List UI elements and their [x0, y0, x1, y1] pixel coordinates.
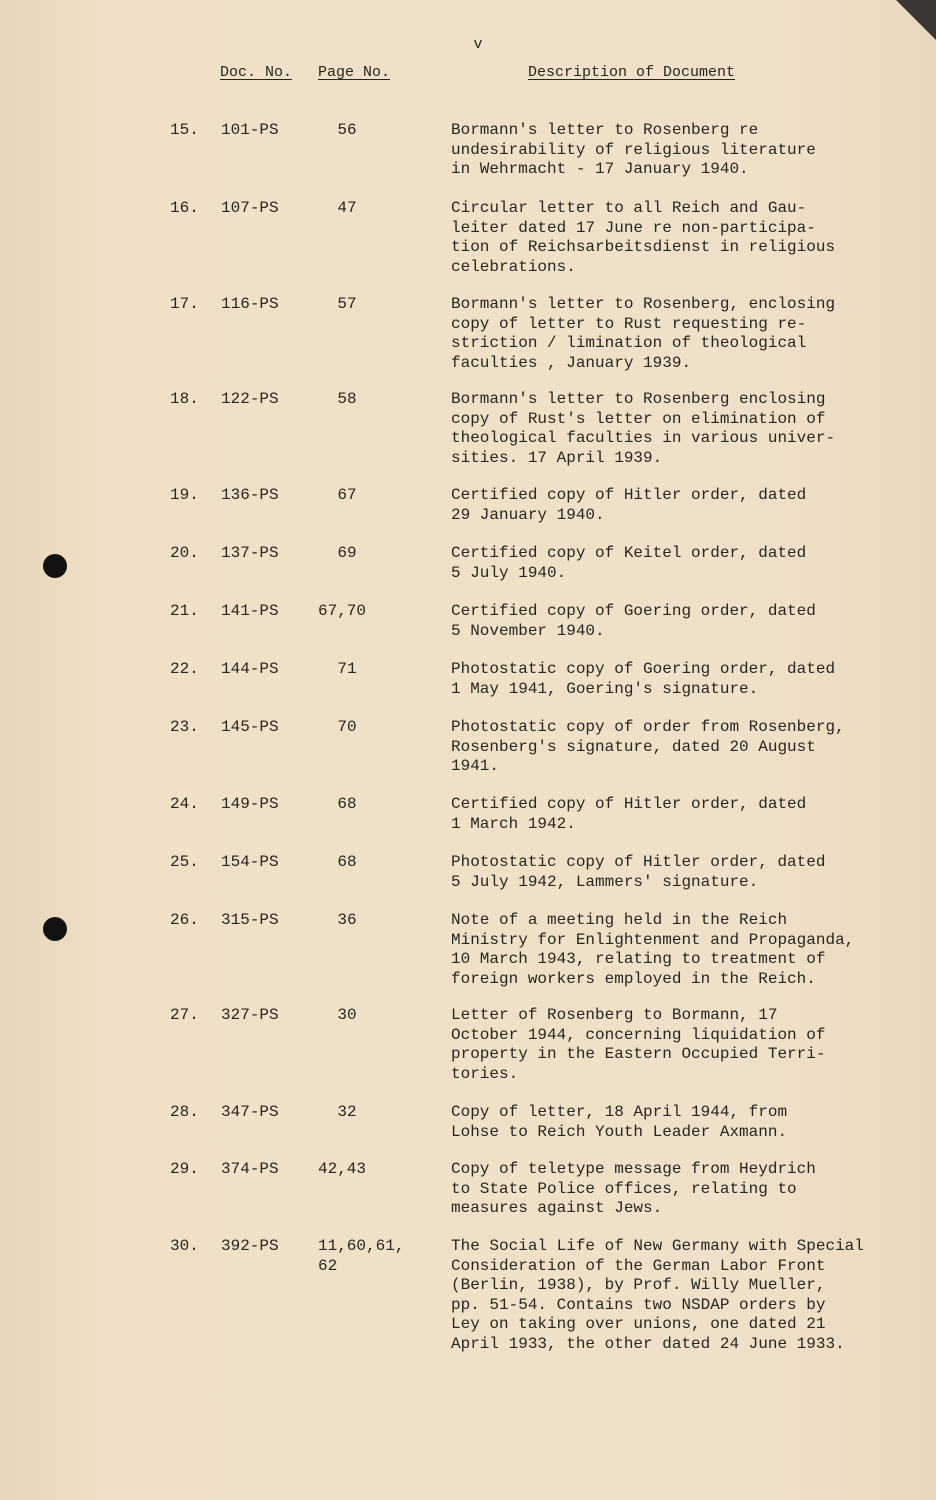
entry-number: 24.: [170, 795, 199, 813]
description: Certified copy of Keitel order, dated 5 July 1940.: [451, 544, 807, 582]
page-ref: 42,43: [318, 1160, 367, 1178]
description: Photostatic copy of Hitler order, dated 5 July 1942, Lammers' signature.: [451, 853, 826, 891]
description: Bormann's letter to Rosenberg re undesirability of religious literature in Wehrmacht - 17 January 1940.: [451, 121, 816, 178]
description: Certified copy of Hitler order, dated 1 March 1942.: [451, 795, 807, 833]
doc-number: 136-PS: [221, 486, 279, 504]
doc-number: 392-PS: [221, 1237, 279, 1255]
doc-number: 141-PS: [221, 602, 279, 620]
description: Copy of teletype message from Heydrich to State Police offices, relating to measures against Jews.: [451, 1160, 816, 1217]
page-ref: 36: [337, 911, 357, 929]
entry-number: 28.: [170, 1103, 199, 1121]
description: Bormann's letter to Rosenberg, enclosing copy of letter to Rust requesting re- striction / limination of theological faculties , January 1939.: [451, 295, 836, 372]
page-number: v: [473, 36, 483, 53]
doc-number: 327-PS: [221, 1006, 279, 1024]
doc-number: 144-PS: [221, 660, 279, 678]
page-ref: 56: [337, 121, 357, 139]
entry-number: 27.: [170, 1006, 199, 1024]
page-ref: 32: [337, 1103, 357, 1121]
doc-number: 145-PS: [221, 718, 279, 736]
doc-number: 107-PS: [221, 199, 279, 217]
description: Bormann's letter to Rosenberg enclosing copy of Rust's letter on elimination of theological faculties in various univer- sities. 17 April 1939.: [451, 390, 836, 467]
entry-number: 19.: [170, 486, 199, 504]
description: Photostatic copy of order from Rosenberg, Rosenberg's signature, dated 20 August 1941.: [451, 718, 845, 775]
page-ref: 68: [337, 795, 357, 813]
description: Certified copy of Hitler order, dated 29 January 1940.: [451, 486, 807, 524]
doc-number: 122-PS: [221, 390, 279, 408]
entry-number: 23.: [170, 718, 199, 736]
description: Note of a meeting held in the Reich Ministry for Enlightenment and Propaganda, 10 March 1943, relating to treatment of foreign workers employed in the Reich.: [451, 911, 855, 988]
entry-number: 17.: [170, 295, 199, 313]
doc-number: 347-PS: [221, 1103, 279, 1121]
page-ref: 71: [337, 660, 357, 678]
doc-number: 315-PS: [221, 911, 279, 929]
header-description: Description of Document: [528, 64, 736, 81]
page-ref: 67,70: [318, 602, 367, 620]
page-ref: 57: [337, 295, 357, 313]
description: Photostatic copy of Goering order, dated 1 May 1941, Goering's signature.: [451, 660, 836, 698]
page-ref: 70: [337, 718, 357, 736]
page-ref: 30: [337, 1006, 357, 1024]
doc-number: 374-PS: [221, 1160, 279, 1178]
entry-number: 25.: [170, 853, 199, 871]
page-ref: 68: [337, 853, 357, 871]
doc-number: 101-PS: [221, 121, 279, 139]
entry-number: 16.: [170, 199, 199, 217]
punch-hole-upper: [43, 554, 67, 578]
page-ref: 67: [337, 486, 357, 504]
doc-number: 116-PS: [221, 295, 279, 313]
doc-number: 154-PS: [221, 853, 279, 871]
description: Letter of Rosenberg to Bormann, 17 October 1944, concerning liquidation of property in the Eastern Occupied Terri- tories.: [451, 1006, 826, 1083]
entry-number: 20.: [170, 544, 199, 562]
punch-hole-lower: [43, 917, 67, 941]
description: The Social Life of New Germany with Special Consideration of the German Labor Front (Berlin, 1938), by Prof. Willy Mueller, pp. 51-54. Contains two NSDAP orders by Ley on taking over unions, one dated 21 April 1933, the other dated 24 June 1933.: [451, 1237, 864, 1353]
entry-number: 15.: [170, 121, 199, 139]
entry-number: 29.: [170, 1160, 199, 1178]
header-doc-no: Doc. No.: [220, 64, 293, 81]
entry-number: 18.: [170, 390, 199, 408]
description: Circular letter to all Reich and Gau- leiter dated 17 June re non-participa- tion of Reichsarbeitsdienst in religious celebrations.: [451, 199, 836, 276]
entry-number: 21.: [170, 602, 199, 620]
description: Certified copy of Goering order, dated 5 November 1940.: [451, 602, 816, 640]
entry-number: 30.: [170, 1237, 199, 1255]
page-ref: 58: [337, 390, 357, 408]
folded-corner: [896, 0, 936, 40]
page-ref: 47: [337, 199, 357, 217]
entry-number: 26.: [170, 911, 199, 929]
doc-number: 149-PS: [221, 795, 279, 813]
doc-number: 137-PS: [221, 544, 279, 562]
header-page-no: Page No.: [318, 64, 391, 81]
entry-number: 22.: [170, 660, 199, 678]
description: Copy of letter, 18 April 1944, from Lohse to Reich Youth Leader Axmann.: [451, 1103, 788, 1141]
page-ref: 11,60,61, 62: [318, 1237, 405, 1275]
page-ref: 69: [337, 544, 357, 562]
